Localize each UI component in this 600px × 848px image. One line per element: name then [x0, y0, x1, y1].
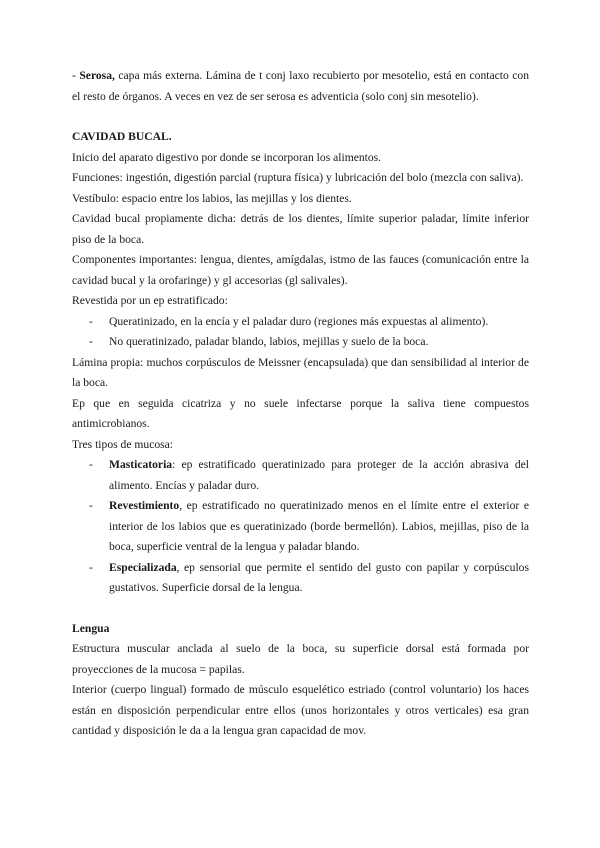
list-item-text: No queratinizado, paladar blando, labios, mejillas y suelo de la boca. [109, 335, 429, 348]
list-dash: - [89, 560, 93, 574]
list-dash: - [89, 335, 93, 348]
spacer [72, 599, 529, 619]
list-item [72, 312, 529, 333]
list-item-term: Especializada [109, 560, 177, 574]
serosa-text: capa más externa. Lámina de t conj laxo recubierto por mesotelio, está en contacto con el resto de órganos. A veces en vez de ser serosa es adventicia (solo conj sin mesotelio). [72, 69, 530, 103]
serosa-term: Serosa, [79, 69, 115, 82]
list-item-text: Queratinizado, en la encía y el paladar duro (regiones más expuestas al alimento). [109, 314, 489, 328]
list-item-text: , ep estratificado no queratinizado menos en el límite entre el exterior e interior de los labios que es queratinizado (borde bermellón). Labios, mejillas, piso de la boca, superficie ventral de la lengua y paladar blando. [109, 499, 529, 553]
spacer [72, 107, 529, 127]
list-item [72, 558, 529, 599]
list-item-text: , ep sensorial que permite el sentido del gusto con papilar y corpúsculos gustativos. Superficie dorsal de la lengua. [109, 560, 529, 594]
serosa-paragraph [72, 66, 529, 107]
cavidad-paragraph-6: Revestida por un ep estratificado: [72, 294, 228, 307]
cavidad-heading: CAVIDAD BUCAL. [72, 130, 172, 143]
list-item-term: Masticatoria [109, 458, 173, 471]
cavidad-paragraph-7: Lámina propia: muchos corpúsculos de Meissner (encapsulada) que dan sensibilidad al interior de la boca. [72, 355, 529, 389]
cavidad-paragraph-2: Funciones: ingestión, digestión parcial (ruptura física) y lubricación del bolo (mezcla con saliva). [72, 171, 524, 184]
list-item-text: : ep estratificado queratinizado para proteger de la acción abrasiva del alimento. Encías y paladar duro. [109, 458, 529, 492]
cavidad-paragraph-3: Vestíbulo: espacio entre los labios, las mejillas y los dientes. [72, 191, 352, 205]
cavidad-paragraph-9: Tres tipos de mucosa: [72, 437, 174, 451]
cavidad-paragraph-5: Componentes importantes: lengua, dientes, amígdalas, istmo de las fauces (comunicación entre la cavidad bucal y la orofaringe) y gl accesorias (gl salivales). [72, 253, 529, 287]
list-item [72, 496, 529, 558]
list-item [72, 455, 529, 496]
list-dash: - [89, 458, 93, 471]
list-item [72, 332, 529, 353]
lengua-paragraph-1: Estructura muscular anclada al suelo de la boca, su superficie dorsal está formada por proyecciones de la mucosa = papilas. [72, 642, 529, 676]
cavidad-paragraph-1: Inicio del aparato digestivo por donde se incorporan los alimentos. [72, 150, 382, 164]
lengua-heading: Lengua [72, 621, 110, 635]
mucosa-list [72, 455, 529, 599]
document-body [72, 66, 529, 742]
list-dash: - [89, 314, 93, 328]
list-dash: - [89, 499, 93, 512]
cavidad-paragraph-8: Ep que en seguida cicatriza y no suele infectarse porque la saliva tiene compuestos antimicrobianos. [72, 396, 529, 430]
serosa-prefix: - [72, 69, 80, 82]
list-item-term: Revestimiento [109, 499, 180, 512]
lengua-paragraph-2: Interior (cuerpo lingual) formado de músculo esquelético estriado (control voluntario) los haces están en disposición perpendicular entre ellos (unos horizontales y otros verticales) esa gran cantidad y disposición le da a la lengua gran capacidad de mov. [72, 683, 529, 737]
cavidad-paragraph-4: Cavidad bucal propiamente dicha: detrás de los dientes, límite superior paladar, límite inferior piso de la boca. [72, 212, 529, 246]
epithelium-list [72, 312, 529, 353]
